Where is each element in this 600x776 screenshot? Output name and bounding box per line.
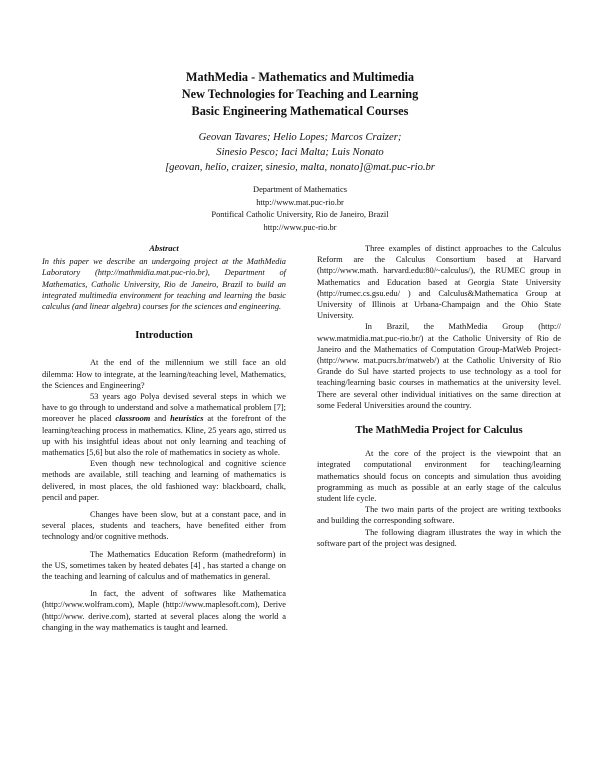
intro-text: at the forefront of the learning/teaching process in mathematics. Kline, 25 years ago, stirred us up with his insightful ideas about not only learning and teaching of mathematics [5,6] but also the role of mathematics in society as whole. — [42, 414, 287, 458]
intro-paragraph: Even though new technological and cognitive science methods are available, still teaching and learning of mathematics is delivered, in most places, the old fashioned way: blackboard, chalk, pencil and paper. — [42, 459, 286, 502]
author-block — [0, 130, 600, 175]
body-paragraph: The following diagram illustrates the way in which the software part of the project was designed. — [317, 527, 561, 548]
authors-line-2: Sinesio Pesco; Iaci Malta; Luis Nonato — [216, 147, 384, 158]
section-heading-mathmedia-project: The MathMedia Project for Calculus — [355, 425, 523, 437]
abstract-heading: Abstract — [149, 243, 179, 253]
left-column — [42, 243, 286, 633]
title-line-3: Basic Engineering Mathematical Courses — [191, 104, 409, 118]
emphasis-heuristics: heuristics — [170, 414, 204, 424]
body-paragraph: In Brazil, the MathMedia Group (http:// www.matmidia.mat.puc-rio.br/) at the Catholic University of Rio de Janeiro and the Mathematics of Computation Group-MatWeb Project-(http://www. mat.pucrs.br/matweb/) at the Catholic University of Rio Grande do Sul have started projects to use technology as a tool for teaching/learning basic courses in mathematics at the university level. There are several other individual initiatives on the same direction at some Federal Universities around the country. — [317, 322, 561, 410]
intro-paragraph: In fact, the advent of softwares like Mathematica (http://www.wolfram.com), Maple (http://www.maplesoft.com), Derive (http://www. derive.com), started at several places along the world a changing in the way mathematics is taught and learned. — [42, 589, 286, 632]
emphasis-classroom: classroom — [115, 414, 151, 424]
introduction-heading: Introduction — [135, 330, 193, 342]
intro-paragraph: At the end of the millennium we still face an old dilemma: How to integrate, at the learning/teaching level, Mathematics, the Sciences and Engineering? — [42, 358, 286, 390]
title-line-2: New Technologies for Teaching and Learning — [181, 87, 419, 101]
abstract-text: In this paper we describe an undergoing project at the MathMedia Laboratory (http://mathmidia.mat.puc-rio.br), Department of Mathematics, Catholic University, Rio de Janeiro, Brazil to build an integrated multimedia environment for teaching and learning the basic calculus (and linear algebra) courses for the sciences and engineering. — [42, 257, 286, 312]
intro-paragraph: The Mathematics Education Reform (mathedreform) in the US, sometimes taken by heated debates [4] , has started a change on the teaching and learning of calculus and of mathematics in general. — [42, 549, 286, 582]
intro-paragraph: Changes have been slow, but at a constant pace, and in several places, students and teachers, have benefited either from technology and/or cognitive methods. — [42, 510, 286, 542]
affiliation-block — [0, 184, 600, 234]
authors-emails: [geovan, helio, craizer, sinesio, malta, nonato]@mat.puc-rio.br — [165, 162, 435, 173]
intro-text: and — [150, 414, 171, 424]
authors-line-1: Geovan Tavares; Helio Lopes; Marcos Craizer; — [198, 132, 402, 143]
body-paragraph: Three examples of distinct approaches to the Calculus Reform are the Calculus Consortium based at Harvard (http://www.math. harvard.edu:80/~calculus/), the RUMEC group in Mathematics and Education based at Georgia State University (http://rumec.cs.gsu.edu/ ) and Calculus&Mathematica Group at University of Illinois at Urbana-Champaign and the Ohio State University. — [317, 244, 561, 321]
body-paragraph: The two main parts of the project are writing textbooks and building the corresponding software. — [317, 505, 561, 526]
intro-paragraph — [42, 391, 286, 458]
intro-text: 53 years ago Polya devised several steps in which we have to go through to understand and solve a mathematical problem [7]; moreover he placed — [42, 392, 286, 424]
paper-title — [0, 69, 600, 120]
department-name: Department of Mathematics — [253, 185, 347, 194]
university-url: http://www.puc-rio.br — [263, 222, 337, 232]
department-url: http://www.mat.puc-rio.br — [256, 197, 344, 207]
university-name: Pontifical Catholic University, Rio de Janeiro, Brazil — [211, 210, 389, 219]
title-line-1: MathMedia - Mathematics and Multimedia — [185, 70, 415, 84]
right-column — [317, 243, 561, 549]
body-paragraph: At the core of the project is the viewpoint that an integrated computational environment for teaching/learning mathematics should focus on concepts and simulation thus avoiding programming as much as possible at an early stage of the calculus student life cycle. — [317, 449, 561, 504]
